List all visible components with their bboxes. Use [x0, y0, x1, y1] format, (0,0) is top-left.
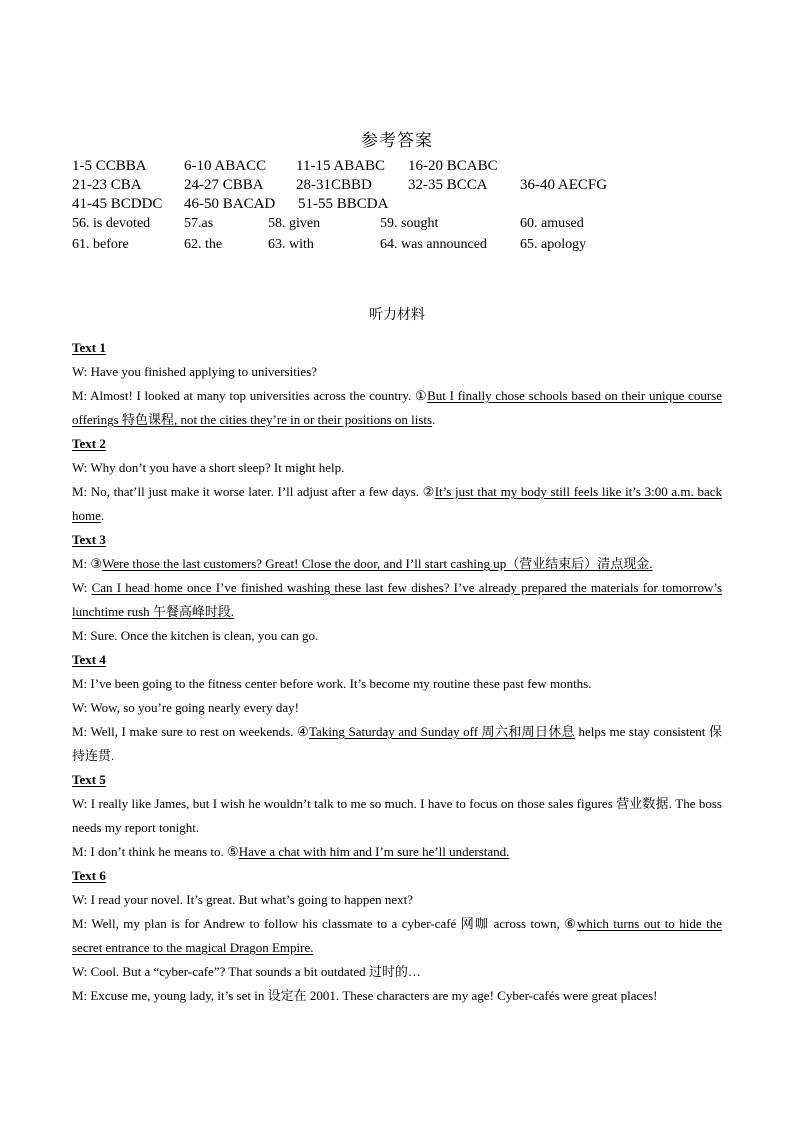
dialogue-line: M: No, that’ll just make it worse later. I’ll adjust after a few days. ②It’s just that my body still feels like it’s 3:00 a.m. back home.	[72, 484, 723, 523]
answer-item: 32-35 BCCA	[408, 177, 488, 193]
answer-item: 24-27 CBBA	[184, 177, 264, 193]
answer-item: 58. given	[268, 216, 321, 231]
answer-item: 59. sought	[380, 216, 439, 231]
answer-item: 16-20 BCABC	[408, 158, 498, 174]
text-heading: Text 5	[72, 772, 106, 787]
answer-item: 1-5 CCBBA	[72, 158, 147, 174]
answer-item: 60. amused	[520, 216, 584, 231]
answer-item: 63. with	[268, 237, 314, 252]
answer-item: 11-15 ABABC	[296, 158, 386, 174]
answer-item: 6-10 ABACC	[184, 158, 267, 174]
dialogue-line: W: Can I head home once I’ve finished washing these last few dishes? I’ve already prepared the materials for tomorrow’s lunchtime rush 午餐高峰时段.	[72, 580, 723, 619]
dialogue-line: M: I don’t think he means to. ⑤Have a chat with him and I’m sure he’ll understand.	[72, 844, 510, 859]
answer-item: 36-40 AECFG	[520, 177, 608, 193]
key-sentence: Can I head home once I’ve finished washing these last few dishes? I’ve already prepared the materials for tomorrow’s lunchtime rush 午餐高峰时段.	[72, 580, 723, 619]
dialogue-line: M: ③Were those the last customers? Great! Close the door, and I’ll start cashing up（营业结束后）清点现金.	[72, 556, 653, 571]
answer-item: 64. was announced	[380, 237, 487, 252]
dialogue-line: M: Well, I make sure to rest on weekends. ④Taking Saturday and Sunday off 周六和周日休息 helps me stay consistent 保持连贯.	[72, 724, 722, 763]
dialogue-line: M: Almost! I looked at many top universities across the country. ①But I finally chose schools based on their unique course offerings 特色课程, not the cities they’re in or their positions on lists.	[72, 388, 722, 427]
answer-item: 41-45 BCDDC	[72, 196, 163, 212]
listening-title: 听力材料	[369, 308, 425, 323]
key-sentence: Taking Saturday and Sunday off 周六和周日休息	[309, 724, 575, 739]
answer-item: 21-23 CBA	[72, 177, 142, 193]
key-sentence: which turns out to hide the secret entrance to the magical Dragon Empire.	[72, 916, 723, 955]
answer-item: 57.as	[184, 216, 214, 231]
dialogue-line: W: I read your novel. It’s great. But what’s going to happen next?	[72, 892, 414, 907]
dialogue-line: W: Cool. But a “cyber-cafe”? That sounds a bit outdated 过时的…	[72, 964, 421, 979]
key-sentence: Were those the last customers? Great! Close the door, and I’ll start cashing up（营业结束后）清点现金.	[102, 556, 653, 571]
dialogue-line: W: I really like James, but I wish he wouldn’t talk to me so much. I have to focus on those sales figures 营业数据. The boss needs my report tonight.	[72, 796, 722, 835]
dialogue-line: M: Well, my plan is for Andrew to follow his classmate to a cyber-café 网咖 across town, ⑥which turns out to hide the secret entrance to the magical Dragon Empire.	[72, 916, 723, 955]
answer-item: 51-55 BBCDA	[298, 196, 389, 212]
text-heading: Text 2	[72, 436, 106, 451]
answer-item: 28-31CBBD	[296, 177, 372, 193]
text-heading: Text 3	[72, 532, 106, 547]
key-sentence: Have a chat with him and I’m sure he’ll understand.	[238, 844, 510, 859]
answer-item: 61. before	[72, 237, 129, 252]
answer-key-title: 参考答案	[361, 131, 433, 150]
dialogue-line: W: Wow, so you’re going nearly every day!	[72, 700, 299, 715]
listening-transcript	[72, 336, 722, 1008]
text-heading: Text 4	[72, 652, 106, 667]
answer-item: 62. the	[184, 237, 223, 252]
text-heading: Text 1	[72, 340, 106, 355]
dialogue-line: M: I’ve been going to the fitness center before work. It’s become my routine these past few months.	[72, 676, 592, 691]
answer-item: 65. apology	[520, 237, 587, 252]
key-sentence: It’s just that my body still feels like it’s 3:00 a.m. back home	[72, 484, 723, 523]
dialogue-line: W: Why don’t you have a short sleep? It might help.	[72, 460, 345, 475]
answer-item: 56. is devoted	[72, 216, 151, 231]
dialogue-line: W: Have you finished applying to universities?	[72, 364, 318, 379]
dialogue-line: M: Excuse me, young lady, it’s set in 设定在 2001. These characters are my age! Cyber-cafés were great places!	[72, 988, 658, 1003]
answer-item: 46-50 BACAD	[184, 196, 276, 212]
text-heading: Text 6	[72, 868, 106, 883]
key-sentence: But I finally chose schools based on their unique course offerings 特色课程, not the cities they’re in or their positions on lists	[72, 388, 722, 427]
dialogue-line: M: Sure. Once the kitchen is clean, you can go.	[72, 628, 319, 643]
